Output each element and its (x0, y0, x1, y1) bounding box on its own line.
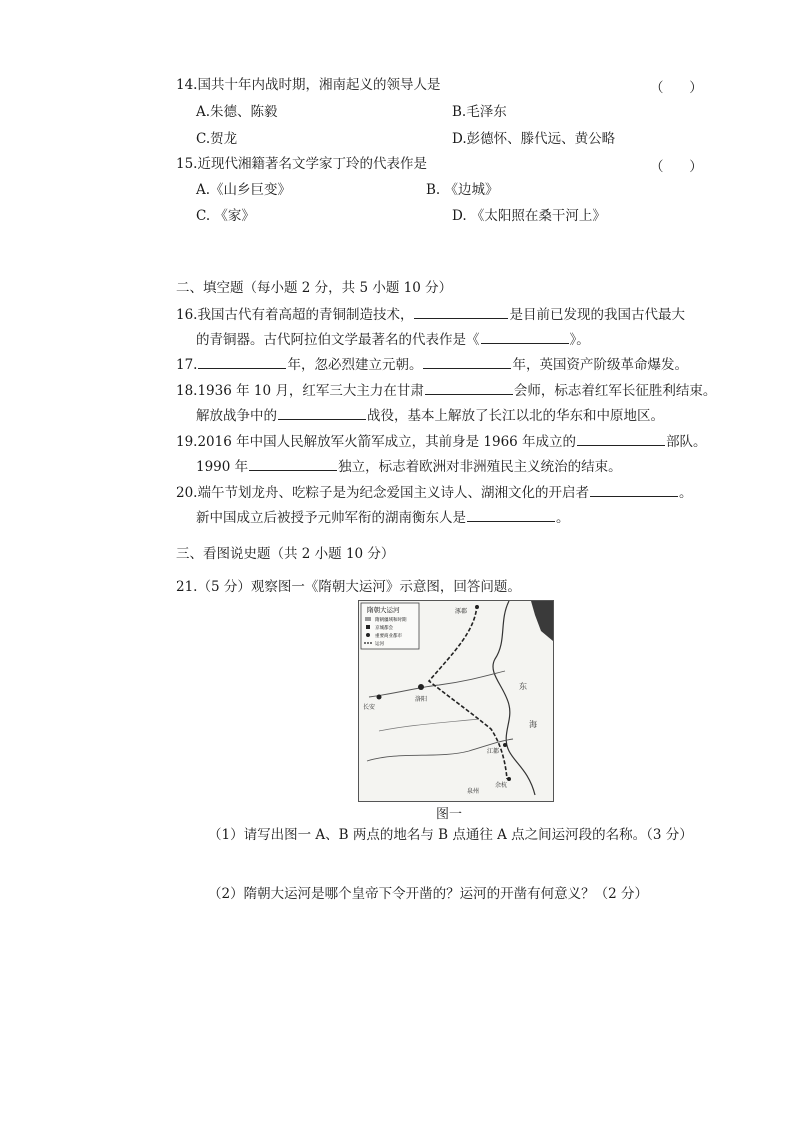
map-city-changan (377, 695, 382, 700)
q17-line: 17. 年，忽必烈建立元朝。 年，英国资产阶级革命爆发。 (176, 354, 688, 374)
map-sea-corner (531, 601, 553, 641)
q16-line1: 16.我国古代有着高超的青铜制造技术， 是目前已发现的我国古代最大 (176, 304, 685, 324)
map-legend-swatch-2 (366, 633, 370, 637)
q21-sub1: （1）请写出图一 A、B 两点的地名与 B 点通往 A 点之间运河段的名称。（3 分） (208, 827, 693, 843)
map-coastline (493, 601, 535, 795)
q18-line1: 18.1936 年 10 月，红军三大主力在甘肃 会师，标志着红军长征胜利结束。 (176, 380, 716, 400)
q20-line1: 20.端午节划龙舟、吃粽子是为纪念爱国主义诗人、湖湘文化的开启者 。 (176, 482, 692, 502)
q16-line2: 的青铜器。古代阿拉伯文学最著名的代表作是《 》。 (196, 329, 590, 349)
map-label-dong: 东 (519, 682, 527, 691)
q15-option-b: B. 《边城》 (426, 182, 499, 198)
map-city-zhuojun (475, 605, 479, 609)
q14-option-c: C.贺龙 (196, 131, 238, 147)
q17-blank-2[interactable] (423, 354, 511, 369)
q18-line2: 解放战争中的 战役，基本上解放了长江以北的华东和中原地区。 (196, 405, 664, 425)
grand-canal-map (358, 600, 554, 802)
q15-option-d: D. 《太阳照在桑干河上》 (452, 208, 606, 224)
map-legend-title: 隋朝大运河 (367, 606, 400, 614)
figure-caption: 图一 (436, 807, 463, 822)
q19-blank-2[interactable] (249, 456, 337, 471)
q14-answer-paren: （ ） (650, 80, 703, 96)
map-legend-item-2: 重要商业都市 (375, 634, 402, 639)
map-legend-item-3: 运河 (375, 642, 384, 647)
q15-answer-paren: （ ） (650, 159, 703, 175)
q14-stem: 14.国共十年内战时期，湘南起义的领导人是 (176, 77, 441, 93)
map-city-jiangdu (503, 743, 507, 747)
map-label-yuhang: 余杭 (495, 782, 508, 789)
map-legend-swatch-0 (365, 617, 371, 621)
q18-blank-1[interactable] (425, 380, 513, 395)
q16-blank-2[interactable] (481, 329, 569, 344)
map-city-yuhang (507, 777, 511, 781)
map-label-zhuojun: 涿郡 (455, 608, 468, 615)
map-label-changan: 长安 (363, 704, 376, 711)
q21-sub2: （2）隋朝大运河是哪个皇帝下令开凿的？运河的开凿有何意义？（2 分） (208, 886, 648, 902)
map-legend-item-0: 隋朝疆域和时期 (375, 618, 407, 623)
q15-option-c: C. 《家》 (196, 208, 255, 224)
q21-stem: 21.（5 分）观察图一《隋朝大运河》示意图，回答问题。 (176, 579, 521, 595)
map-legend-item-1: 京城都会 (375, 626, 393, 631)
q15-option-a: A.《山乡巨变》 (196, 182, 292, 198)
q18-blank-2[interactable] (278, 405, 366, 420)
map-label-luoyang: 洛阳 (415, 696, 428, 703)
q19-blank-1[interactable] (577, 431, 665, 446)
map-label-quanzhou: 泉州 (467, 788, 480, 795)
q20-line2: 新中国成立后被授予元帅军衔的湖南衡东人是 。 (196, 507, 570, 527)
map-river-yellow (369, 671, 505, 697)
q14-option-b: B.毛泽东 (452, 104, 507, 120)
q16-blank-1[interactable] (414, 304, 508, 319)
map-river-huai (379, 719, 479, 731)
section2-title: 二、填空题（每小题 2 分，共 5 小题 10 分） (176, 280, 453, 296)
q14-option-a: A.朱德、陈毅 (196, 104, 278, 120)
map-label-jiangdu: 江都 (487, 748, 500, 755)
q20-blank-1[interactable] (590, 482, 678, 497)
q20-blank-2[interactable] (467, 507, 555, 522)
map-city-luoyang (418, 684, 424, 690)
q17-blank-1[interactable] (198, 354, 286, 369)
map-legend-swatch-1 (366, 625, 370, 629)
q19-line2: 1990 年 独立，标志着欧洲对非洲殖民主义统治的结束。 (196, 456, 622, 476)
grand-canal-map-drawing (359, 601, 553, 801)
q15-stem: 15.近现代湘籍著名文学家丁玲的代表作是 (176, 156, 427, 172)
q19-line1: 19.2016 年中国人民解放军火箭军成立，其前身是 1966 年成立的 部队。 (176, 431, 707, 451)
section3-title: 三、看图说史题（共 2 小题 10 分） (176, 546, 395, 562)
q14-option-d: D.彭德怀、滕代远、黄公略 (452, 131, 616, 147)
map-label-hai: 海 (529, 720, 537, 729)
